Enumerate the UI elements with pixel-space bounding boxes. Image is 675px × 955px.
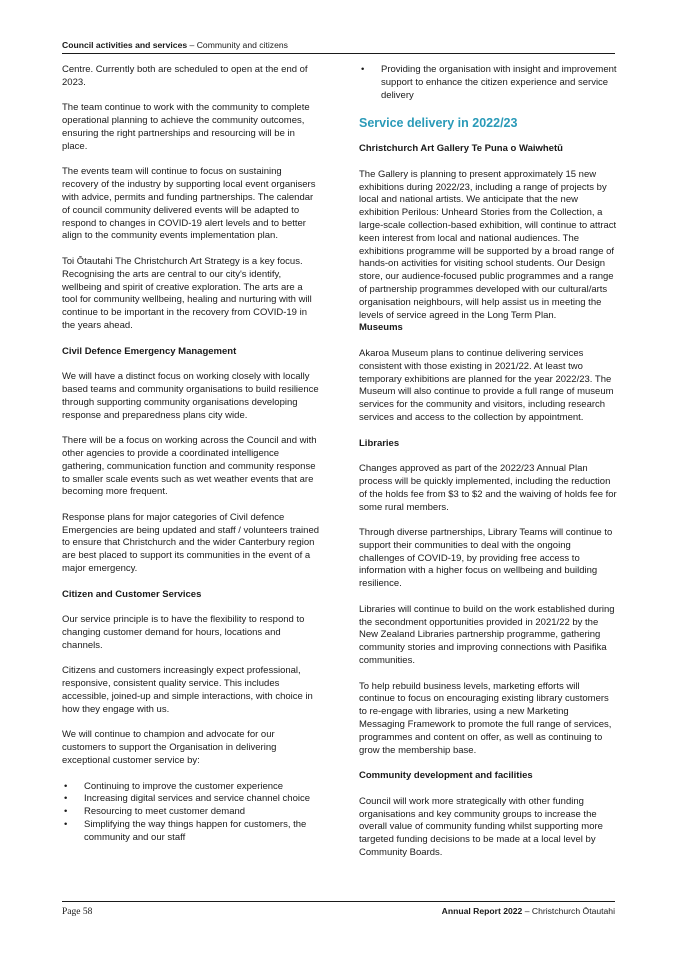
bullet-icon: • — [64, 793, 68, 805]
heading-civil-defence: Civil Defence Emergency Management — [62, 345, 237, 357]
heading-libraries: Libraries — [359, 437, 400, 449]
paragraph: Response plans for major categories of Civil defence Emergencies are being updated and staff / volunteers trained to ensure that Christchurch and the wider Canterbury region are best placed to support its communities in the event of a major emergency. — [62, 511, 320, 575]
list-item-text: Providing the organisation with insight and improvement support to enhance the citizen experience and service delivery — [381, 64, 617, 101]
section-title: Service delivery in 2022/23 — [359, 116, 518, 131]
bullet-icon: • — [64, 806, 68, 818]
paragraph: The events team will continue to focus on sustaining recovery of the industry by supporting local event organisers with advice, permits and funding partnerships. The calendar of council community delivered events will be adapted to respond to changes in COVID-19 alert levels and to better align to the community events implementation plan. — [62, 166, 316, 242]
paragraph: The team continue to work with the community to complete operational planning to achieve the community outcomes, ensuring the right partnerships and resourcing will be in place. — [62, 102, 310, 152]
report-subtitle: – Christchurch Ōtautahi — [522, 906, 615, 916]
left-column — [62, 64, 320, 857]
paragraph: We will have a distinct focus on working closely with locally based teams and community organisations to build resilience through supporting community organisations developing response and preparedness plans city wide. — [62, 371, 319, 421]
list-item-text: Simplifying the way things happen for customers, the community and our staff — [84, 819, 307, 843]
heading-citizen-services: Citizen and Customer Services — [62, 588, 202, 600]
bullet-icon: • — [361, 64, 365, 75]
paragraph: To help rebuild business levels, marketing efforts will continue to focus on encouraging existing library customers to re-engage with libraries, using a new Marketing Messaging Framework to promote the full range of services, programmes and content on offer, as well as continuing to grow the membership base. — [359, 680, 612, 756]
list-item — [62, 819, 320, 845]
page-header — [62, 39, 615, 54]
report-name: Annual Report 2022 — [441, 906, 523, 916]
list-item — [62, 781, 320, 794]
heading-community-development: Community development and facilities — [359, 770, 533, 782]
list-item — [62, 806, 320, 819]
list-item-text: Continuing to improve the customer experience — [84, 780, 284, 792]
bullet-icon: • — [64, 780, 68, 792]
paragraph: There will be a focus on working across the Council and with other agencies to provide a coordinated intelligence gathering, communication function and community response to smaller scale events such as wet weather events that are becoming more frequent. — [62, 435, 317, 498]
heading-art-gallery: Christchurch Art Gallery Te Puna o Waiwhetū — [359, 143, 563, 155]
header-section: Council activities and services — [62, 40, 188, 50]
paragraph: Citizens and customers increasingly expect professional, responsive, consistent quality service. This includes accessible, joined-up and simple interactions, with choice in how they engage with us. — [62, 665, 313, 715]
page-number: Page 58 — [62, 907, 93, 917]
bullet-list — [62, 781, 320, 845]
list-item-text: Increasing digital services and service channel choice — [84, 793, 311, 805]
bullet-list — [359, 64, 617, 102]
paragraph: The Gallery is planning to present approximately 15 new exhibitions during 2022/23, including a range of projects by local and national artists. We anticipate that the new exhibition Perilous: Unheard Stories from the Collection, a large-scale collection-based exhibition, will continue to attract keen interest from local and national audiences. The exhibitions programme will be supported by a broad range of hands-on activities for visiting school students. Our Design store, our audience-focused public programmes and a range of partnership programmes developed with our cultural/arts organisation neighbours, will help assist us in meeting the levels of service agreed in the Long Term Plan. — [359, 168, 617, 321]
header-subsection: – Community and citizens — [187, 40, 288, 50]
paragraph: Toi Ōtautahi The Christchurch Art Strategy is a key focus. Recognising the arts are central to our city's identify, wellbeing and spirit of creative exploration. The arts are a tool for community wellbeing, healing and nurturing with will continue to be important in the recovery from COVID-19 in the years ahead. — [62, 255, 312, 331]
paragraph: We will continue to champion and advocate for our customers to support the Organisation in delivering exceptional customer service by: — [62, 729, 277, 767]
list-item — [359, 64, 617, 102]
page-footer — [62, 901, 615, 918]
report-title — [442, 905, 615, 917]
paragraph: Centre. Currently both are scheduled to open at the end of 2023. — [62, 64, 308, 88]
paragraph: Libraries will continue to build on the work established during the secondment opportunities provided in 2021/22 by the New Zealand Libraries partnership programme, gathering community stories and improving connections with Pasifika communities. — [359, 603, 615, 667]
list-item-text: Resourcing to meet customer demand — [84, 806, 246, 818]
paragraph: Our service principle is to have the flexibility to respond to changing customer demand for hours, locations and channels. — [62, 614, 305, 651]
paragraph: Akaroa Museum plans to continue delivering services consistent with those existing in 2021/22. At least two temporary exhibitions are planned for the year 2022/23. The Museum will also continue to provide a full range of museum services for the community and visitors, including research services and access to the collection by appointment. — [359, 347, 614, 423]
right-column — [359, 64, 617, 873]
paragraph: Through diverse partnerships, Library Teams will continue to support their communities to deal with the ongoing challenges of COVID-19, by providing free access to information with a higher focus on wellbeing and building resilience. — [359, 527, 613, 590]
list-item — [62, 793, 320, 806]
paragraph: Changes approved as part of the 2022/23 Annual Plan process will be quickly implemented, including the reduction of the holds fee from $3 to $2 and the waiving of holds fee for some rural members. — [359, 463, 617, 513]
bullet-icon: • — [64, 819, 68, 831]
paragraph: Council will work more strategically with other funding organisations and key community groups to increase the overall value of community funding whilst supporting more targeted funding decisions to be made at a local level by Community Boards. — [359, 795, 603, 859]
heading-museums: Museums — [359, 322, 403, 334]
